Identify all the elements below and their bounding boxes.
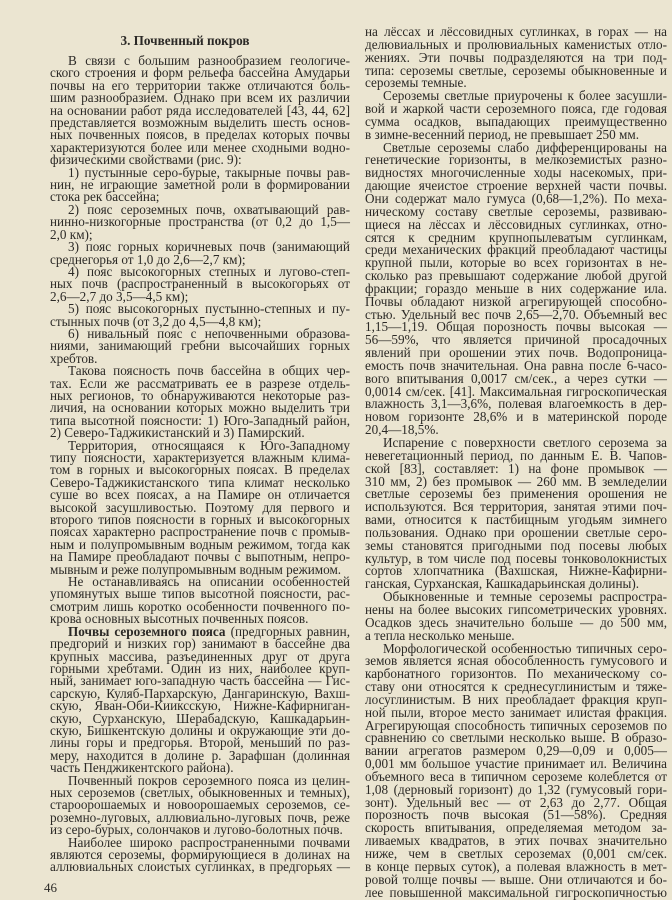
text-line: сравнению со светлыми несколько выше. В образо- [365,730,667,746]
text-line: ливаемых квадратов, в этих почвах значительно [365,833,667,849]
text-line: сортов хлопчатника (Вахшская, Нижне-Кафирни- [365,563,667,579]
text-line: объемного веса в типичном сероземе колеблется от [365,768,667,784]
text-line: крупных массива, разъединенных друг от друга [50,648,350,664]
text-line: Морфологической особенностью типичных серо- [383,640,667,656]
paragraph [365,640,667,900]
text-line: 2) пояс сероземных почв, охватывающий рав- [68,201,350,217]
paragraph [50,834,350,875]
paragraph [50,263,350,304]
text-line: ровой толще почвы — выше. Они отличаются и бо- [365,871,667,887]
text-line: зонт). Удельный вес — от 2,63 до 2,77. Общая [365,794,667,810]
text-line: вами, относится к пастбищным угодьям зимнего [365,512,667,528]
text-line: ной пыли, второе место занимает илистая фракция. [365,704,667,720]
text-line: Территория, относящаяся к Юго-Западному [68,437,350,453]
text-line: аллювиальных слоистых суглинках, в предгорьях — [50,859,350,875]
text-line: Почвенный покров сероземного пояса из целин- [68,772,350,788]
text-line: предгорий и низких гор) занимают в бассейне два [50,636,350,652]
text-line: дающие ячеистое строение верхней части почвы. [365,178,667,194]
text-line: 2,0 км); [50,226,93,242]
text-line: делювиальных и пролювиальных каменистых отло- [365,36,667,52]
text-line: ской [83], составляет: 1) на фоне промывок — [365,460,667,476]
text-line: 1,08 (дерновый горизонт) до 1,32 (гумусовый гори- [365,781,667,797]
text-line: щиеся на лёссах и лёссовидных суглинках, отно- [365,216,667,232]
text-line: ническому составу светлые сероземы, развиваю- [365,203,667,219]
text-line: земы становятся пригодными под посевы любых [365,537,667,553]
text-line: часть Пенджикентского района). [50,760,234,776]
text-line: 1) пустынные серо-бурые, такырные почвы рав- [68,164,350,180]
text-line: роземно-луговых, аллювиально-луговых почв, реже [50,809,350,825]
text-line: суше во всех поясах, а на Памире он отличается [50,487,350,503]
text-line: типа: сероземы светлые, сероземы обыкновенные и [365,62,667,78]
text-line: типу поясности, характеризуется влажным клима- [50,450,350,465]
text-line: Не останавливаясь на описании особенностей [68,574,350,590]
text-line: 56—59%, что является причиной просадочных [365,332,667,348]
right-column [365,26,667,899]
text-line: 0,0014 см/сек. [41]. Максимальная гигроскопическая [365,383,667,399]
text-line: стью. Удельный вес почв 2,65—2,70. Объемный вес [365,306,667,322]
text-line: В связи с большим разнообразием геологиче- [68,53,350,68]
text-line: ных регионов, то обнаруживаются некоторые раз- [50,387,350,403]
text-line: скую, Сурханскую, Шерабадскую, Кашкадарьин- [50,710,350,726]
paragraph [365,139,667,438]
paragraph [50,365,350,439]
text-line: а тепла несколько меньше. [365,627,515,643]
paragraph [50,325,350,366]
text-line: Сероземы светлые приурочены к более засушли- [383,88,667,104]
text-line: влажность 3,1—3,6%, полевая влагоемкость в дер- [365,396,667,412]
text-line: ных почв (распространенный в высокогорьях от [50,276,350,292]
text-line: Наиболее широко распространенными почвами [68,834,350,850]
paragraph [50,241,350,266]
text-line: скую, Бишкентскую долины и окружающие эти до- [50,722,350,738]
text-line: 310 мм, 2) без промывок — 260 мм. В земледелии [365,473,667,489]
text-line: стока рек бассейна; [50,189,160,205]
text-line: Они содержат мало гумуса (0,68—1,2%). По меха- [365,190,667,206]
paragraph [365,437,667,591]
text-line: Почвы обладают низкой агрегирующей способно- [365,293,667,309]
paragraph [365,591,667,642]
text-line: староорошаемых и новоорошаемых сероземов, се- [50,797,350,813]
text-line: ганская, Сурханская, Кашкадарьинская долины). [365,576,640,592]
text-line: стынных почв (от 3,2 до 4,5—4,8 км); [50,313,262,329]
text-line: лины горы и предгорья. Второй, меньший по раз- [50,735,350,751]
text-line: из серо-бурых, солончаков и лугово-болотных почв. [50,822,343,838]
text-line: типа высотной поясности: 1) Юго-Западный район, [50,412,350,428]
text-line: 1,15—1,19. Общая порозность почвы высокая — [365,319,667,335]
text-line: Северо-Таджикистанского типа климат несколько [50,474,350,490]
text-line: лее повышенной максимальной гигроскопичностью [365,884,667,900]
text-line: упомянутых выше типов высотной поясности, рас- [50,586,350,602]
paragraph [50,437,350,577]
text-line: порозность почв высокая (51—58%). Средняя [365,807,667,823]
text-line: хребтов. [50,350,98,366]
text-line: в конце первых суток), а полевая влажность в мет- [365,858,667,874]
text-line: в зимне-весенний период, не превышает 250 мм. [365,126,640,142]
text-line: на лёссах и лёссовидных суглинках, в горах — на [365,24,667,39]
text-line: сумма осадков, выпадающих преимущественно [365,113,667,129]
page-number: 46 [44,880,57,895]
paragraph [50,164,350,205]
text-line: светлые сероземы без применения орошения не [365,486,667,502]
text-line: том в горных и высокогорных поясах. В пределах [50,462,350,478]
text-line: емость почв значительная. Она равна после 6-часо- [365,357,667,373]
text-line: карбонатного горизонтов. По механическому со- [365,666,667,682]
text-line: физическими свойствами (рис. 9): [50,152,242,168]
text-line: 5) пояс высокогорных пустынно-степных и пу- [68,301,350,317]
text-line: 4) пояс высокогорных степных и лугово-степ- [68,263,350,279]
text-line: личия, на основании которых можно выделить три [50,400,350,416]
text-line: лосуглинистым. В них преобладает фракция круп- [365,691,667,707]
line-text: (предгорных равнин, [225,623,350,639]
text-line: горными хребтами. Один из них, наиболее круп- [50,660,350,676]
paragraph [50,303,350,328]
text-line: культур, в том числе под посевы тонковолокнистых [365,550,667,566]
text-line: нин, не играющие заметной роли в формировании [50,177,350,193]
text-line: Обыкновенные и темные сероземы распростра- [383,589,667,605]
text-line: ных почвенных поясов, в пределах которых почвы [50,127,350,143]
text-line: генетические горизонты, в мелкоземистых разно- [365,152,667,168]
text-line: ского строения и форм рельефа бассейна Амударьи [50,65,350,81]
text-line: вого впитывания 0,0017 см/сек., а через сутки — [365,370,667,386]
text-line: видностях многочисленные ходы насекомых, при- [365,165,667,181]
paragraph [50,623,350,776]
text-line: Такова поясность почв бассейна в общих чер- [68,363,350,379]
text-line: Осадков здесь значительно больше — до 500 мм, [365,614,667,630]
text-line: земов является ясная обособленность гумусового и [365,653,667,669]
text-line: ным и полупромывным водным режимом, тогда как [50,536,350,552]
text-line: Испарение с поверхности светлого серозема за [383,435,667,450]
text-line: характеризуются более или менее сходными водно- [50,139,350,155]
paragraph [50,201,350,242]
text-line: мывным и реже полупромывным водным режимом. [50,561,342,577]
text-line: пользования. Однако при орошении светлые серо- [365,524,667,540]
text-line: вой и жаркой части сероземного пояса, где годовая [365,101,667,117]
bold-lead-in: Почвы сероземного пояса [68,623,226,639]
text-line: новом горизонте 28,6% и в материнской породе [365,409,667,425]
text-line: сятся к средним крупнопылеватым суглинкам, [365,229,667,245]
text-line: сколько раз превышают содержание любой другой [365,268,667,284]
text-line: шим разнообразием. Однако при всем их различии [50,90,350,106]
text-line: 20,4—18,5%. [365,422,439,438]
text-line: меру, находится в долине р. Зарафшан (долинная [50,747,350,763]
text-line: невегетационный период, по данным Е. В. Чапов- [365,447,667,463]
text-line: смотрим лишь коротко особенности почвенного по- [50,598,350,614]
paragraph [50,772,350,838]
text-line: фракции; гораздо меньше в них содержание ила. [365,280,667,296]
text-line: сероземы темные. [365,75,467,91]
text-line: крупной пыли, которые во всех горизонтах в не- [365,255,667,271]
text-line: поясах характерно распространение почв с промыв- [50,524,350,540]
text-line: явлений при орошении этих почв. Водопроница- [365,345,667,361]
text-line: сарскую, Куляб-Пархарскую, Дангаринскую, Вахш- [50,685,350,701]
text-line: 6) нивальный пояс с непочвенными образова- [68,325,350,341]
text-line: 0,001 мм большое участие принимает ил. Величина [365,756,667,772]
paragraph [365,90,667,141]
text-line: нинно-низкогорные пространства (от 0,2 до 1,5— [50,214,350,230]
text-line: скорость впитывания, определяемая методом за- [365,820,667,836]
text-line: тах. Если же рассматривать ее в разрезе отдель- [50,375,350,391]
text-line: ниже, чем в светлых сероземах (0,001 см/сек. [365,846,667,861]
text-line: 2) Северо-Таджикистанский и 3) Памирский. [50,425,305,441]
text-line: среднегорья от 1,0 до 2,6—2,7 км); [50,251,246,267]
text-line: используются. Вся территория, занятая этими поч- [365,499,667,515]
paragraph [365,26,667,90]
text-line: жениях. Эти почвы подразделяются на три под- [365,49,667,65]
text-line: высокой засушливостью. Поэтому для первого и [50,499,350,515]
text-line: ный, занимает юго-западную часть бассейна — Гис- [50,673,350,689]
text-line: Агрегирующая способность типичных сероземов по [365,717,667,733]
text-line: на Памире преобладают почвы с выпотным, непро- [50,549,350,565]
text-line: почвы на его территории также отличаются боль- [50,77,350,93]
text-line: второго типов поясности в горных и высокогорных [50,512,350,528]
text-line: ных сероземов (светлых, обыкновенных и темных), [50,784,350,800]
text-line: крова основных высотных почвенных поясов. [50,611,309,627]
text-line: являются сероземы, формирующиеся в долинах на [50,847,350,862]
text-line: среди механических фракций преобладают частицы [365,242,667,258]
paragraph [50,55,350,167]
text-line: на основании работ ряда исследователей [43, 44, 62] [50,102,350,118]
left-column [50,55,350,874]
text-line: скую, Яван-Оби-Кииксскую, Нижне-Кафирниган- [50,698,350,714]
text-line: 3) пояс горных коричневых почв (занимающий [68,239,350,255]
text-line: вании агрегатов размером 0,29—0,09 и 0,005— [365,743,667,759]
section-title: 3. Почвенный покров [120,33,250,48]
text-line: нены на более высоких гипсометрических уровнях. [365,601,667,617]
text-line: ставу они относятся к среднесуглинистым и тяже- [365,679,667,695]
text-line: ниями, занимающий гребни высочайших горных [50,338,350,354]
paragraph [50,576,350,626]
text-line: Светлые сероземы слабо дифференцированы на [383,139,667,155]
text-line: представляется возможным выделить шесть основ- [50,115,350,131]
text-line: 2,6—2,7 до 3,5—4,5 км); [50,288,189,304]
